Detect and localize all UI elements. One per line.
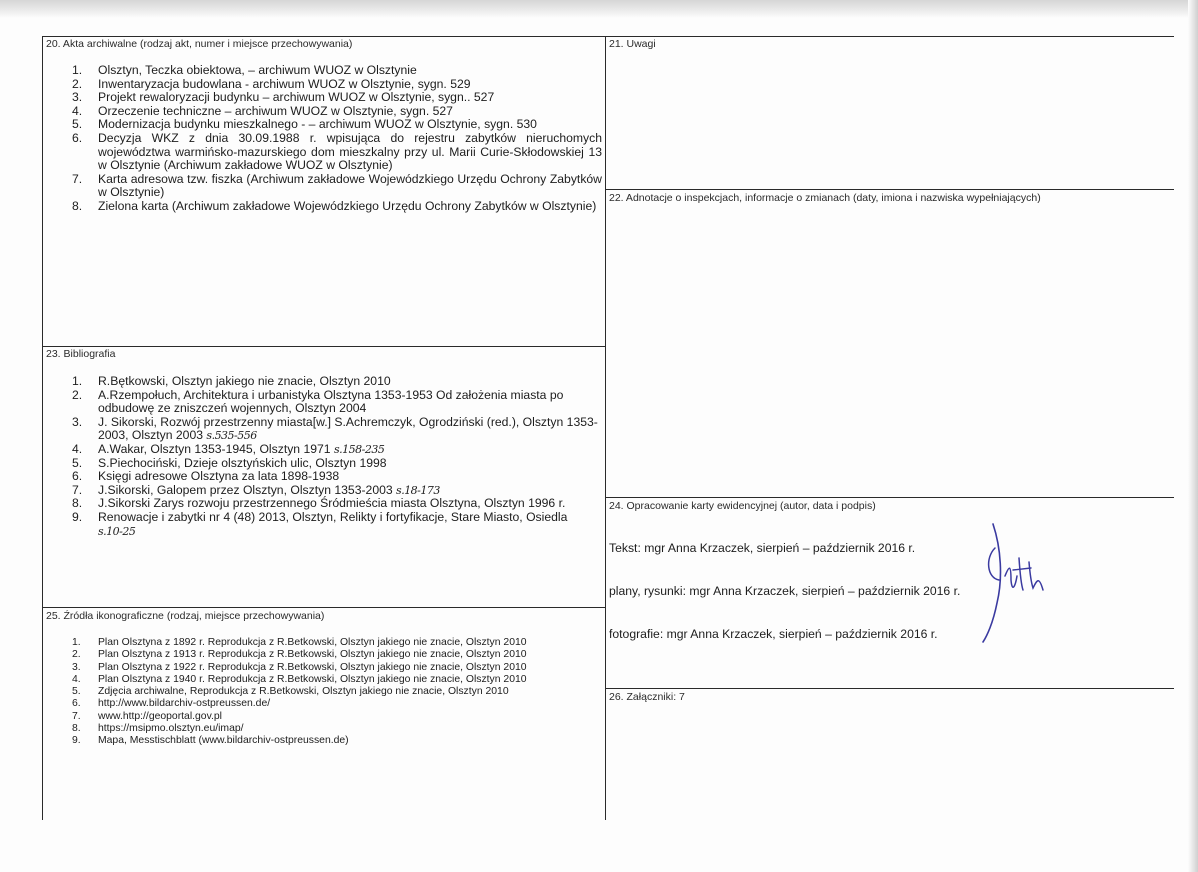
list-item-number: 2. [72,649,81,661]
handwritten-page-note: s.10-25 [98,524,136,538]
list-item-number: 3. [72,90,83,105]
section-20-title: 20. Akta archiwalne (rodzaj akt, numer i miejsce przechowywania) [46,38,353,50]
list-item [46,497,602,511]
list-item-text: Orzeczenie techniczne – archiwum WUOZ w Olsztynie, sygn. 527 [98,103,453,118]
list-item [46,78,602,92]
list-item [46,674,602,686]
list-item [46,105,602,119]
list-item-number: 2. [72,76,83,91]
list-item [46,511,602,538]
list-item-number: 4. [72,441,83,456]
list-item-text: Plan Olsztyna z 1913 r. Reprodukcja z R.Betkowski, Olsztyn jakiego nie znacie, Olsztyn 2010 [98,649,527,661]
list-item [46,443,602,457]
list-item [46,723,602,735]
list-item-number: 2. [72,387,83,402]
row-divider-21-22 [605,189,1174,190]
list-item [46,662,602,674]
list-item-text: Projekt rewaloryzacji budynku – archiwum WUOZ w Olsztynie, sygn.. 527 [98,90,495,105]
list-item-text: Olsztyn, Teczka obiektowa, – archiwum WUOZ w Olsztynie [98,63,417,77]
list-item-text: Decyzja WKZ z dnia 30.09.1988 r. wpisująca do rejestru zabytków nieruchomych województwa warmińsko-mazurskiego dom mieszkalny przy ul. Marii Curie-Skłodowskiej 13 w Olsztynie (Archiwum zakładowe WUOZ w Olsztynie) [98,130,602,173]
list-item-text: J.Sikorski, Galopem przez Olsztyn, Olsztyn 1353-2003 [98,482,393,497]
list-item-number: 6. [72,469,83,484]
list-item-text: Karta adresowa tzw. fiszka (Archiwum zakładowe Wojewódzkiego Urzędu Ochrony Zabytków w Olsztynie) [98,171,602,200]
list-item-number: 7. [72,482,83,497]
row-divider-23-25 [42,607,606,608]
list-item-text: Zielona karta (Archiwum zakładowe Wojewódzkiego Urzędu Ochrony Zabytków w Olsztynie) [98,198,597,213]
bibliography-list [46,375,602,538]
list-item-text: Księgi adresowe Olsztyna za lata 1898-1938 [98,469,340,484]
list-item-text: Zdjęcia archiwalne, Reprodukcja z R.Betkowski, Olsztyn jakiego nie znacie, Olsztyn 2010 [98,686,509,698]
handwritten-page-note: s.535-556 [206,429,257,443]
list-item [46,711,602,723]
list-item [46,200,602,214]
section-21-title: 21. Uwagi [609,38,656,50]
archival-records-list [46,64,602,214]
list-item-text: Plan Olsztyna z 1892 r. Reprodukcja z R.Betkowski, Olsztyn jakiego nie znacie, Olsztyn 2010 [98,637,527,648]
list-item-number: 5. [72,686,81,698]
list-item [46,118,602,132]
list-item [46,649,602,661]
list-item-text: http://www.bildarchiv-ostpreussen.de/ [98,698,271,710]
list-item-text: Inwentaryzacja budowlana - archiwum WUOZ w Olsztynie, sygn. 529 [98,76,471,91]
list-item-text: R.Bętkowski, Olsztyn jakiego nie znacie, Olsztyn 2010 [98,374,391,388]
left-border [42,36,43,820]
list-item-text: J.Sikorski Zarys rozwoju przestrzennego Śródmieścia miasta Olsztyna, Olsztyn 1996 r. [98,496,566,511]
row-divider-20-23 [42,346,606,347]
list-item-text: www.http://geoportal.gov.pl [98,710,222,722]
list-item-number: 1. [72,637,81,648]
column-divider [605,36,606,820]
list-item-text: Modernizacja budynku mieszkalnego - – archiwum WUOZ w Olsztynie, sygn. 530 [98,117,537,132]
section-23-title: 23. Bibliografia [46,348,116,360]
list-item-text: Renowacje i zabytki nr 4 (48) 2013, Olsztyn, Relikty i fortyfikacje, Stare Miasto, Osiedla [98,509,568,524]
author-plans-line: plany, rysunki: mgr Anna Krzaczek, sierpień – październik 2016 r. [609,584,961,598]
list-item-text: A.Rzempołuch, Architektura i urbanistyka Olsztyna 1353-1953 Od założenia miasta po odbudowę ze zniszczeń wojennych, Olsztyn 2004 [98,387,564,416]
list-item [46,698,602,710]
list-item-text: J. Sikorski, Rozwój przestrzenny miasta[w.] S.Achremczyk, Ogrodziński (red.), Olsztyn 1353-2003, Olsztyn 2003 [98,414,598,443]
list-item-number: 1. [72,63,83,77]
list-item-text: A.Wakar, Olsztyn 1353-1945, Olsztyn 1971 [98,441,331,456]
list-item [46,416,602,443]
list-item-text: Plan Olsztyna z 1940 r. Reprodukcja z R.Betkowski, Olsztyn jakiego nie znacie, Olsztyn 2010 [98,673,527,685]
top-border [42,36,1174,37]
list-item-number: 7. [72,171,83,186]
list-item [46,389,602,416]
handwritten-signature [975,518,1055,648]
list-item [46,173,602,200]
list-item-number: 9. [72,735,81,747]
list-item-number: 8. [72,723,81,735]
scan-edge-top [0,0,1198,18]
list-item-number: 3. [72,661,81,673]
list-item-number: 1. [72,374,83,388]
scan-edge-right [1188,0,1198,872]
list-item-text: Mapa, Messtischblatt (www.bildarchiv-ostpreussen.de) [98,735,349,747]
list-item-number: 8. [72,496,83,511]
list-item-number: 4. [72,103,83,118]
list-item [46,91,602,105]
list-item [46,637,602,649]
list-item-number: 6. [72,130,83,145]
list-item-number: 3. [72,414,83,429]
iconographic-sources-list [46,637,602,748]
list-item-number: 9. [72,509,83,524]
list-item [46,457,602,471]
handwritten-page-note: s.158-235 [333,442,385,456]
list-item [46,470,602,484]
list-item-text: https://msipmo.olsztyn.eu/imap/ [98,723,244,735]
list-item-text: S.Piechociński, Dzieje olsztyńskich ulic, Olsztyn 1998 [98,455,387,470]
section-25-title: 25. Źródła ikonograficzne (rodzaj, miejsce przechowywania) [46,610,325,622]
handwritten-page-note: s.18-173 [396,483,440,497]
list-item-number: 6. [72,698,81,710]
author-text-line: Tekst: mgr Anna Krzaczek, sierpień – październik 2016 r. [609,541,916,555]
list-item-number: 7. [72,710,81,722]
list-item-number: 5. [72,455,83,470]
section-22-title: 22. Adnotacje o inspekcjach, informacje o zmianach (daty, imiona i nazwiska wypełniających) [609,192,1041,204]
list-item [46,735,602,747]
list-item [46,375,602,389]
list-item [46,686,602,698]
row-divider-22-24 [605,497,1174,498]
list-item [46,64,602,78]
section-24-title: 24. Opracowanie karty ewidencyjnej (autor, data i podpis) [609,500,876,512]
list-item-number: 8. [72,198,83,213]
list-item-number: 4. [72,673,81,685]
author-photos-line: fotografie: mgr Anna Krzaczek, sierpień – październik 2016 r. [609,627,938,641]
row-divider-24-26 [605,688,1174,689]
list-item [46,132,602,173]
section-26-title: 26. Załączniki: 7 [609,691,685,703]
list-item-text: Plan Olsztyna z 1922 r. Reprodukcja z R.Betkowski, Olsztyn jakiego nie znacie, Olsztyn 2010 [98,661,527,673]
list-item-number: 5. [72,117,83,132]
